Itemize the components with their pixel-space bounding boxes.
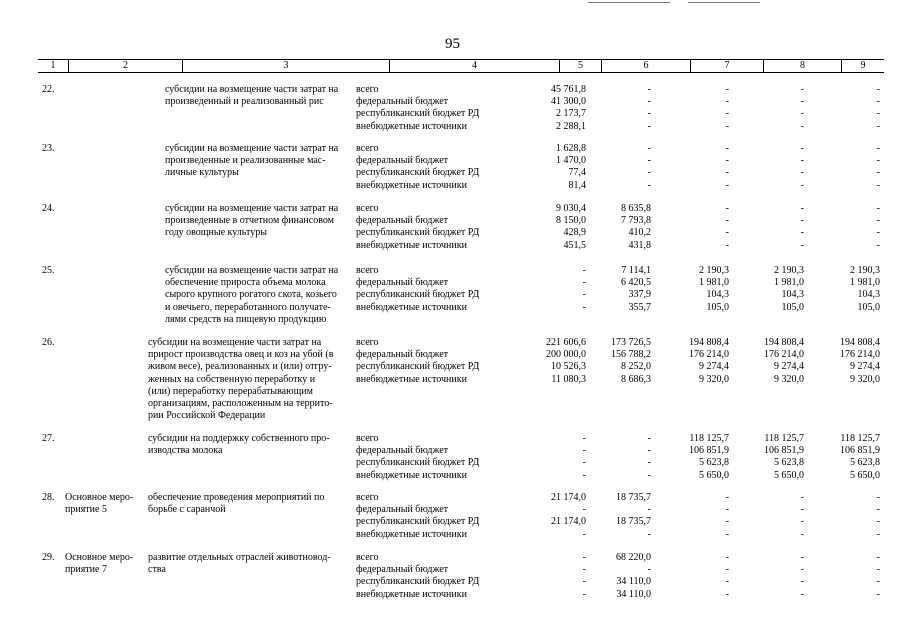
value-cell: - [800,179,804,191]
value-cell: 7 793,8 [621,215,651,227]
value-cell: 194 808,4 [840,337,880,348]
value-cell: 34 110,0 [616,588,651,600]
value-cell: - [582,289,586,301]
value-cell: - [725,227,729,239]
value-cell: - [876,552,880,563]
description-line: сырого крупного рогатого скота, козьего [165,289,337,301]
value-cell: - [647,564,651,576]
value-cell: - [800,143,804,154]
value-cell: 5 623,8 [699,457,729,469]
funding-source: федеральный бюджет [356,155,449,167]
description-line: личные культуры [165,167,239,179]
value-cell: 105,0 [706,301,729,313]
value-cell: 118 125,7 [689,433,729,444]
value-cell: - [725,215,729,227]
value-cell: 5 650,0 [699,469,729,481]
value-cell: - [800,227,804,239]
value-cell: - [876,528,880,540]
value-cell: 5 650,0 [774,469,804,481]
description-line: прирост производства овец и коз на убой (в [148,349,334,361]
funding-source: всего [356,433,379,444]
value-cell: 221 606,6 [546,337,586,348]
description-line: произведенные и реализованные мас- [165,155,326,167]
description-line: субсидии на возмещение части затрат на [165,143,339,154]
description-line: изводства молока [148,445,223,457]
value-cell: - [876,516,880,528]
value-cell: - [800,203,804,214]
header-col-9: 9 [841,60,884,72]
value-cell: - [647,96,651,108]
value-cell: - [876,215,880,227]
row-number: 26. [42,337,55,348]
row-number: 27. [42,433,55,444]
funding-source: внебюджетные источники [356,373,467,385]
value-cell: - [800,215,804,227]
value-cell: - [725,155,729,167]
value-cell: - [725,108,729,120]
value-cell: - [876,179,880,191]
value-cell: 104,3 [857,289,880,301]
value-cell: - [876,96,880,108]
value-cell: - [582,504,586,516]
value-cell: 18 735,7 [616,492,651,503]
value-cell: - [800,504,804,516]
value-cell: 337,9 [628,289,651,301]
value-cell: 118 125,7 [840,433,880,444]
value-cell: 176 214,0 [689,349,729,361]
description-line: обеспечение проведения мероприятий по [148,492,325,503]
description-line: (или) переработку перерабатывающим [148,385,313,397]
value-cell: - [647,504,651,516]
value-cell: 2 190,3 [699,265,729,276]
value-cell: 105,0 [781,301,804,313]
value-cell: - [876,492,880,503]
value-cell: 9 320,0 [699,373,729,385]
value-cell: 118 125,7 [764,433,804,444]
value-cell: 68 220,0 [616,552,651,563]
value-cell: 104,3 [781,289,804,301]
value-cell: - [582,457,586,469]
value-cell: 2 173,7 [556,108,586,120]
value-cell: - [876,120,880,132]
funding-source: федеральный бюджет [356,445,449,457]
value-cell: 451,5 [563,239,586,251]
value-cell: - [725,179,729,191]
value-cell: - [876,167,880,179]
value-cell: - [647,179,651,191]
value-cell: 2 288,1 [556,120,586,132]
value-cell: 1 981,0 [850,277,880,289]
value-cell: 410,2 [628,227,651,239]
description-line: и овечьего, переработанного получате- [165,301,331,313]
top-rule-left [588,2,670,3]
value-cell: 7 114,1 [621,265,651,276]
funding-source: всего [356,84,379,95]
funding-source: федеральный бюджет [356,349,449,361]
value-cell: 18 735,7 [616,516,651,528]
header-col-2: 2 [68,60,182,72]
value-cell: - [647,143,651,154]
value-cell: 200 000,0 [546,349,586,361]
value-cell: 8 150,0 [556,215,586,227]
value-cell: - [582,265,586,276]
value-cell: - [725,167,729,179]
value-cell: 5 623,8 [774,457,804,469]
funding-source: федеральный бюджет [356,277,449,289]
description-line: развитие отдельных отраслей животновод- [148,552,331,563]
value-cell: - [582,301,586,313]
value-cell: - [647,433,651,444]
value-cell: 176 214,0 [764,349,804,361]
funding-source: всего [356,492,379,503]
value-cell: 21 174,0 [551,492,586,503]
page-number: 95 [445,36,460,52]
description-line: организациям, расположенным на террито- [148,398,333,409]
value-cell: - [647,167,651,179]
value-cell: - [582,576,586,588]
funding-source: республиканский бюджет РД [356,576,480,588]
value-cell: - [725,239,729,251]
funding-source: федеральный бюджет [356,504,449,516]
description-line: обеспечение прироста объема молока [165,277,326,289]
value-cell: - [876,564,880,576]
value-cell: 9 274,4 [699,361,729,373]
value-cell: - [800,492,804,503]
value-cell: 1 628,8 [556,143,586,154]
value-cell: 9 030,4 [556,203,586,214]
value-cell: - [876,239,880,251]
value-cell: 10 526,3 [551,361,586,373]
value-cell: - [800,120,804,132]
value-cell: - [800,528,804,540]
row-number: 22. [42,84,55,95]
event-name-line: Основное меро- [65,552,134,563]
value-cell: - [725,492,729,503]
value-cell: 5 650,0 [850,469,880,481]
value-cell: - [876,203,880,214]
funding-source: всего [356,265,379,276]
value-cell: - [725,504,729,516]
header-col-3: 3 [182,60,389,72]
value-cell: 1 981,0 [774,277,804,289]
value-cell: - [647,84,651,95]
value-cell: - [647,120,651,132]
value-cell: 355,7 [628,301,651,313]
value-cell: 77,4 [568,167,586,179]
top-rule-right [688,2,760,3]
value-cell: - [582,469,586,481]
funding-source: внебюджетные источники [356,588,467,600]
value-cell: 8 635,8 [621,203,651,214]
value-cell: 34 110,0 [616,576,651,588]
description-line: борьбе с саранчой [148,504,226,516]
value-cell: - [647,469,651,481]
funding-source: республиканский бюджет РД [356,167,480,179]
value-cell: 21 174,0 [551,516,586,528]
value-cell: 176 214,0 [840,349,880,361]
value-cell: 1 470,0 [556,155,586,167]
funding-source: внебюджетные источники [356,179,467,191]
value-cell: - [725,203,729,214]
header-col-7: 7 [690,60,763,72]
value-cell: - [800,576,804,588]
header-col-5: 5 [559,60,601,72]
value-cell: 45 761,8 [551,84,586,95]
row-number: 28. [42,492,55,503]
value-cell: - [876,227,880,239]
row-number: 25. [42,265,55,276]
value-cell: - [647,445,651,457]
description-line: живом весе), реализованных и (или) отгру- [148,361,332,373]
funding-source: внебюджетные источники [356,528,467,540]
value-cell: - [582,277,586,289]
value-cell: - [725,143,729,154]
value-cell: 5 623,8 [850,457,880,469]
value-cell: - [800,155,804,167]
row-number: 29. [42,552,55,563]
value-cell: 106 851,9 [840,445,880,457]
value-cell: - [800,516,804,528]
value-cell: 8 686,3 [621,373,651,385]
value-cell: 8 252,0 [621,361,651,373]
header-col-1: 1 [50,60,56,71]
header-col-6: 6 [601,60,690,72]
description-line: рии Российской Федерации [148,410,266,422]
value-cell: - [647,155,651,167]
value-cell: - [876,84,880,95]
funding-source: республиканский бюджет РД [356,289,480,301]
header-col-8: 8 [763,60,841,72]
value-cell: - [582,528,586,540]
value-cell: 104,3 [706,289,729,301]
value-cell: - [647,457,651,469]
value-cell: 106 851,9 [689,445,729,457]
value-cell: - [876,504,880,516]
value-cell: 9 274,4 [850,361,880,373]
value-cell: - [876,143,880,154]
funding-source: республиканский бюджет РД [356,108,480,120]
value-cell: - [876,108,880,120]
value-cell: 194 808,4 [764,337,804,348]
value-cell: - [800,167,804,179]
row-number: 23. [42,143,55,154]
funding-source: всего [356,203,379,214]
value-cell: 9 320,0 [774,373,804,385]
header-col-4: 4 [389,60,559,72]
value-cell: - [725,96,729,108]
event-name-line: Основное меро- [65,492,134,503]
value-cell: 106 851,9 [764,445,804,457]
value-cell: 194 808,4 [689,337,729,348]
value-cell: - [800,96,804,108]
value-cell: - [725,516,729,528]
value-cell: - [647,528,651,540]
funding-source: внебюджетные источники [356,239,467,251]
funding-source: республиканский бюджет РД [356,457,480,469]
description-line: произведенный и реализованный рис [165,96,324,108]
row-number: 24. [42,203,55,214]
value-cell: 1 981,0 [699,277,729,289]
funding-source: республиканский бюджет РД [356,516,480,528]
funding-source: всего [356,143,379,154]
value-cell: 156 788,2 [611,349,651,361]
value-cell: - [582,445,586,457]
description-line: произведенные в отчетном финансовом [165,215,334,227]
value-cell: - [876,576,880,588]
funding-source: республиканский бюджет РД [356,227,480,239]
description-line: субсидии на возмещение части затрат на [165,203,339,214]
value-cell: 9 320,0 [850,373,880,385]
funding-source: внебюджетные источники [356,469,467,481]
funding-source: федеральный бюджет [356,96,449,108]
value-cell: 428,9 [563,227,586,239]
value-cell: 9 274,4 [774,361,804,373]
funding-source: федеральный бюджет [356,564,449,576]
description-line: субсидии на возмещение части затрат на [165,84,339,95]
description-line: субсидии на поддержку собственного про- [148,433,330,444]
description-line: ства [148,564,166,576]
funding-source: федеральный бюджет [356,215,449,227]
value-cell: - [800,564,804,576]
value-cell: - [647,108,651,120]
value-cell: - [876,588,880,600]
value-cell: 173 726,5 [611,337,651,348]
value-cell: 105,0 [857,301,880,313]
funding-source: всего [356,552,379,563]
value-cell: - [582,552,586,563]
value-cell: - [800,239,804,251]
value-cell: - [725,528,729,540]
table-header [38,59,884,73]
description-line: субсидии на возмещение части затрат на [165,265,339,276]
funding-source: всего [356,337,379,348]
value-cell: - [725,588,729,600]
value-cell: - [876,155,880,167]
value-cell: - [582,588,586,600]
value-cell: - [800,84,804,95]
value-cell: 2 190,3 [774,265,804,276]
value-cell: 11 080,3 [551,373,586,385]
event-name-line: приятие 5 [65,504,107,516]
value-cell: - [725,552,729,563]
description-line: женных на собственную переработку и [148,373,316,385]
value-cell: 431,8 [628,239,651,251]
value-cell: - [582,433,586,444]
value-cell: 2 190,3 [850,265,880,276]
value-cell: - [725,576,729,588]
value-cell: 81,4 [568,179,586,191]
value-cell: - [800,108,804,120]
funding-source: республиканский бюджет РД [356,361,480,373]
description-line: лями средств на пищевую продукцию [165,313,327,325]
description-line: году овощные культуры [165,227,267,239]
value-cell: - [800,552,804,563]
value-cell: - [582,564,586,576]
event-name-line: приятие 7 [65,564,107,576]
funding-source: внебюджетные источники [356,301,467,313]
description-line: субсидии на возмещение части затрат на [148,337,322,348]
value-cell: - [725,120,729,132]
value-cell: - [725,84,729,95]
funding-source: внебюджетные источники [356,120,467,132]
value-cell: - [725,564,729,576]
value-cell: - [800,588,804,600]
value-cell: 6 420,5 [621,277,651,289]
value-cell: 41 300,0 [551,96,586,108]
